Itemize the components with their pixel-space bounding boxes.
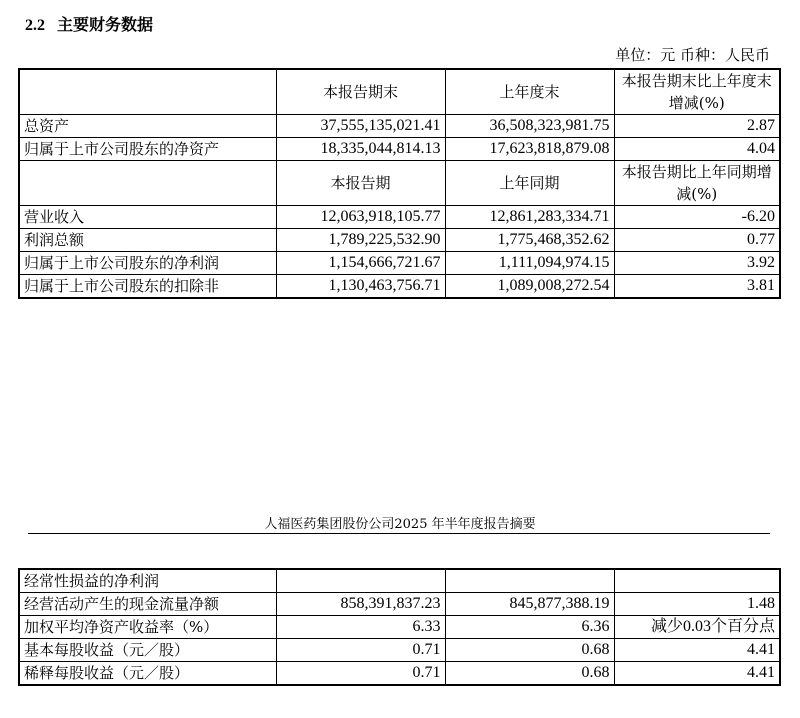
- header-cell: [19, 161, 276, 206]
- header-cell: 上年同期: [445, 161, 614, 206]
- header-cell: 本报告期末比上年度末增减(%): [614, 69, 780, 115]
- section-number: 2.2: [25, 17, 45, 34]
- table-cell: 6.33: [276, 616, 445, 639]
- footer-divider: [28, 533, 770, 534]
- table-row: [19, 252, 780, 275]
- row-label: 总资产: [19, 115, 276, 138]
- table-row: [19, 569, 780, 593]
- table-cell: 845,877,388.19: [445, 593, 614, 616]
- row-label: 利润总额: [19, 229, 276, 252]
- table-cell: 37,555,135,021.41: [276, 115, 445, 138]
- table-cell: 6.36: [445, 616, 614, 639]
- table-cell: [445, 569, 614, 593]
- table-cell: 3.81: [614, 275, 780, 299]
- table-cell: 0.77: [614, 229, 780, 252]
- table-header-row: [19, 69, 780, 115]
- table-cell: 1,111,094,974.15: [445, 252, 614, 275]
- row-label: 归属于上市公司股东的净利润: [19, 252, 276, 275]
- table-row: [19, 138, 780, 161]
- table-row: [19, 593, 780, 616]
- table-cell: 0.71: [276, 662, 445, 686]
- table-cell: -6.20: [614, 206, 780, 229]
- table-cell: 1,789,225,532.90: [276, 229, 445, 252]
- table-row: [19, 206, 780, 229]
- table-cell: 18,335,044,814.13: [276, 138, 445, 161]
- table-header-row: [19, 161, 780, 206]
- table-cell: 36,508,323,981.75: [445, 115, 614, 138]
- table-cell: 1.48: [614, 593, 780, 616]
- table-cell: 4.04: [614, 138, 780, 161]
- table-row: [19, 639, 780, 662]
- row-label: 稀释每股收益（元／股）: [19, 662, 276, 686]
- table-cell: 3.92: [614, 252, 780, 275]
- financial-data-table-continued: [18, 568, 781, 686]
- table-cell: [614, 569, 780, 593]
- row-label: 归属于上市公司股东的扣除非: [19, 275, 276, 299]
- financial-data-table: [18, 68, 781, 299]
- table-cell: 4.41: [614, 639, 780, 662]
- table-cell: 1,775,468,352.62: [445, 229, 614, 252]
- table-row: [19, 662, 780, 686]
- table-cell: 1,154,666,721.67: [276, 252, 445, 275]
- row-label: 基本每股收益（元／股）: [19, 639, 276, 662]
- table-cell: 4.41: [614, 662, 780, 686]
- row-label: 加权平均净资产收益率（%）: [19, 616, 276, 639]
- table-cell: 0.71: [276, 639, 445, 662]
- row-label: 经常性损益的净利润: [19, 569, 276, 593]
- table-cell: 1,130,463,756.71: [276, 275, 445, 299]
- section-title: 主要财务数据: [57, 15, 154, 34]
- table-cell: 减少0.03个百分点: [614, 616, 780, 639]
- header-cell: 上年度末: [445, 69, 614, 115]
- table-cell: [276, 569, 445, 593]
- header-cell: 本报告期比上年同期增减(%): [614, 161, 780, 206]
- header-cell: [19, 69, 276, 115]
- page-footer-title: 人福医药集团股份公司2025 年半年度报告摘要: [264, 517, 536, 532]
- unit-currency-line: 单位：元 币种：人民币: [615, 46, 770, 64]
- header-cell: 本报告期: [276, 161, 445, 206]
- row-label: 营业收入: [19, 206, 276, 229]
- row-label: 归属于上市公司股东的净资产: [19, 138, 276, 161]
- table-row: [19, 115, 780, 138]
- table-cell: 2.87: [614, 115, 780, 138]
- table-cell: 12,063,918,105.77: [276, 206, 445, 229]
- table-cell: 0.68: [445, 662, 614, 686]
- row-label: 经营活动产生的现金流量净额: [19, 593, 276, 616]
- table-cell: 12,861,283,334.71: [445, 206, 614, 229]
- table-row: [19, 616, 780, 639]
- table-cell: 858,391,837.23: [276, 593, 445, 616]
- table-cell: 17,623,818,879.08: [445, 138, 614, 161]
- header-cell: 本报告期末: [276, 69, 445, 115]
- table-cell: 1,089,008,272.54: [445, 275, 614, 299]
- table-cell: 0.68: [445, 639, 614, 662]
- section-heading: [25, 12, 153, 35]
- table-row: [19, 275, 780, 299]
- table-row: [19, 229, 780, 252]
